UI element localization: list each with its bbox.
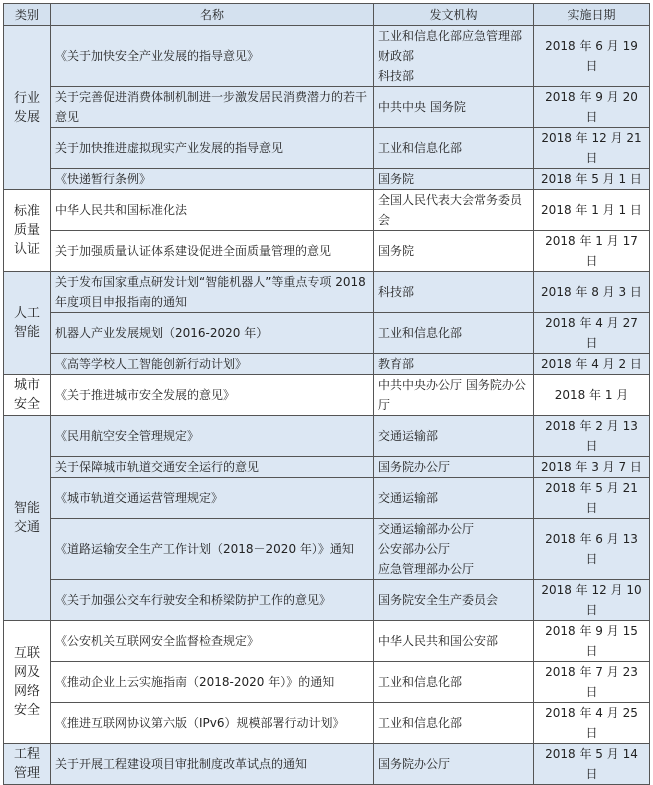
table-row <box>4 416 650 457</box>
date-cell: 2018 年 9 月 15 日 <box>534 621 650 662</box>
policy-name-cell: 关于保障城市轨道交通安全运行的意见 <box>51 457 374 478</box>
issuer-cell: 国务院办公厅 <box>374 744 534 785</box>
table-row <box>4 169 650 190</box>
issuer-cell: 工业和信息化部 <box>374 703 534 744</box>
table-row <box>4 313 650 354</box>
policy-name-cell: 《关于加强公交车行驶安全和桥梁防护工作的意见》 <box>51 580 374 621</box>
date-cell: 2018 年 5 月 21 日 <box>534 478 650 519</box>
category-cell: 人工 智能 <box>4 272 51 375</box>
date-cell: 2018 年 1 月 1 日 <box>534 190 650 231</box>
issuer-cell: 科技部 <box>374 272 534 313</box>
table-row <box>4 128 650 169</box>
policy-name-cell: 《公安机关互联网安全监督检查规定》 <box>51 621 374 662</box>
issuer-cell: 国务院办公厅 <box>374 457 534 478</box>
policy-name-cell: 关于完善促进消费体制机制进一步激发居民消费潜力的若干意见 <box>51 87 374 128</box>
table-row <box>4 375 650 416</box>
table-row <box>4 519 650 580</box>
category-cell: 智能 交通 <box>4 416 51 621</box>
policy-name-cell: 《关于推进城市安全发展的意见》 <box>51 375 374 416</box>
header-row <box>4 4 650 26</box>
table-row <box>4 457 650 478</box>
date-cell: 2018 年 12 月 21 日 <box>534 128 650 169</box>
issuer-cell: 交通运输部办公厅 公安部办公厅 应急管理部办公厅 <box>374 519 534 580</box>
policy-name-cell: 关于加强质量认证体系建设促进全面质量管理的意见 <box>51 231 374 272</box>
table-row <box>4 621 650 662</box>
table-body <box>4 26 650 785</box>
issuer-cell: 中共中央 国务院 <box>374 87 534 128</box>
policy-name-cell: 《道路运输安全生产工作计划（2018－2020 年）》通知 <box>51 519 374 580</box>
issuer-cell: 中共中央办公厅 国务院办公厅 <box>374 375 534 416</box>
table-row <box>4 272 650 313</box>
policy-table <box>3 3 650 785</box>
date-cell: 2018 年 2 月 13 日 <box>534 416 650 457</box>
table-row <box>4 354 650 375</box>
issuer-cell: 交通运输部 <box>374 416 534 457</box>
table-row <box>4 580 650 621</box>
issuer-cell: 中华人民共和国公安部 <box>374 621 534 662</box>
issuer-cell: 工业和信息化部 <box>374 662 534 703</box>
date-cell: 2018 年 4 月 2 日 <box>534 354 650 375</box>
date-cell: 2018 年 5 月 1 日 <box>534 169 650 190</box>
date-cell: 2018 年 1 月 <box>534 375 650 416</box>
policy-name-cell: 关于加快推进虚拟现实产业发展的指导意见 <box>51 128 374 169</box>
table-row <box>4 26 650 87</box>
policy-name-cell: 机器人产业发展规划（2016-2020 年） <box>51 313 374 354</box>
header-issuer: 发文机构 <box>374 4 534 26</box>
policy-name-cell: 《快递暂行条例》 <box>51 169 374 190</box>
issuer-cell: 国务院 <box>374 231 534 272</box>
issuer-cell: 工业和信息化部 <box>374 128 534 169</box>
policy-name-cell: 《城市轨道交通运营管理规定》 <box>51 478 374 519</box>
issuer-cell: 交通运输部 <box>374 478 534 519</box>
header-name: 名称 <box>51 4 374 26</box>
date-cell: 2018 年 9 月 20 日 <box>534 87 650 128</box>
category-cell: 行业 发展 <box>4 26 51 190</box>
table-row <box>4 662 650 703</box>
date-cell: 2018 年 4 月 25 日 <box>534 703 650 744</box>
category-cell: 标准 质量 认证 <box>4 190 51 272</box>
date-cell: 2018 年 6 月 13 日 <box>534 519 650 580</box>
policy-name-cell: 关于发布国家重点研发计划“智能机器人”等重点专项 2018 年度项目申报指南的通知 <box>51 272 374 313</box>
category-cell: 互联 网及 网络 安全 <box>4 621 51 744</box>
category-cell: 城市 安全 <box>4 375 51 416</box>
table-row <box>4 744 650 785</box>
date-cell: 2018 年 12 月 10 日 <box>534 580 650 621</box>
category-cell: 工程 管理 <box>4 744 51 785</box>
policy-name-cell: 《高等学校人工智能创新行动计划》 <box>51 354 374 375</box>
table-row <box>4 87 650 128</box>
date-cell: 2018 年 4 月 27 日 <box>534 313 650 354</box>
policy-name-cell: 《民用航空安全管理规定》 <box>51 416 374 457</box>
policy-name-cell: 关于开展工程建设项目审批制度改革试点的通知 <box>51 744 374 785</box>
date-cell: 2018 年 3 月 7 日 <box>534 457 650 478</box>
issuer-cell: 工业和信息化部 <box>374 313 534 354</box>
header-category: 类别 <box>4 4 51 26</box>
issuer-cell: 教育部 <box>374 354 534 375</box>
policy-name-cell: 《推动企业上云实施指南（2018-2020 年）》的通知 <box>51 662 374 703</box>
table-row <box>4 478 650 519</box>
date-cell: 2018 年 5 月 14 日 <box>534 744 650 785</box>
date-cell: 2018 年 8 月 3 日 <box>534 272 650 313</box>
date-cell: 2018 年 1 月 17 日 <box>534 231 650 272</box>
issuer-cell: 全国人民代表大会常务委员会 <box>374 190 534 231</box>
policy-name-cell: 《关于加快安全产业发展的指导意见》 <box>51 26 374 87</box>
header-date: 实施日期 <box>534 4 650 26</box>
date-cell: 2018 年 7 月 23 日 <box>534 662 650 703</box>
issuer-cell: 国务院 <box>374 169 534 190</box>
issuer-cell: 国务院安全生产委员会 <box>374 580 534 621</box>
table-row <box>4 703 650 744</box>
table-row <box>4 190 650 231</box>
policy-name-cell: 中华人民共和国标准化法 <box>51 190 374 231</box>
table-row <box>4 231 650 272</box>
policy-name-cell: 《推进互联网协议第六版（IPv6）规模部署行动计划》 <box>51 703 374 744</box>
date-cell: 2018 年 6 月 19 日 <box>534 26 650 87</box>
issuer-cell: 工业和信息化部应急管理部 财政部 科技部 <box>374 26 534 87</box>
